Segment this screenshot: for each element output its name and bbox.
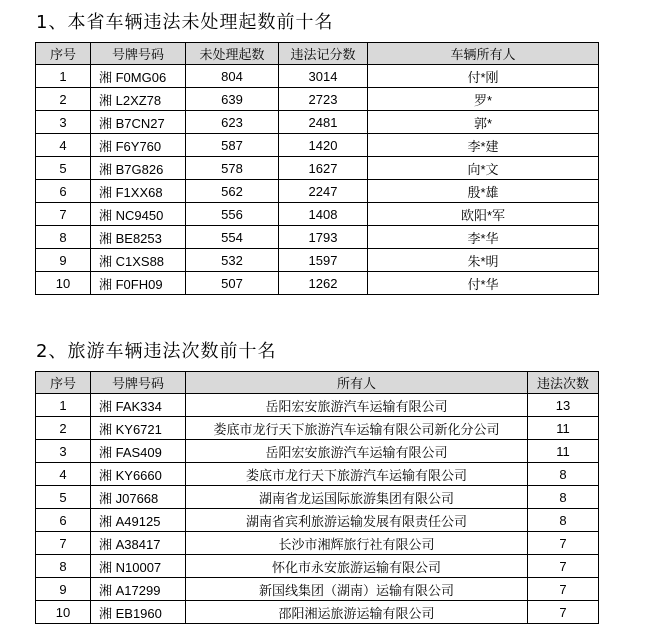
cell-points: 1627 xyxy=(279,157,368,180)
cell-owner: 李*建 xyxy=(368,134,599,157)
table-row xyxy=(36,486,599,509)
cell-owner: 岳阳宏安旅游汽车运输有限公司 xyxy=(186,394,528,417)
cell-unprocessed-count: 507 xyxy=(186,272,279,295)
cell-owner: 欧阳*军 xyxy=(368,203,599,226)
col-header-violation-count: 违法次数 xyxy=(528,372,599,394)
cell-plate: 湘 B7G826 xyxy=(91,157,186,180)
cell-owner: 朱*明 xyxy=(368,249,599,272)
col-header-index: 序号 xyxy=(36,372,91,394)
cell-index: 8 xyxy=(36,226,91,249)
table-row xyxy=(36,157,599,180)
cell-owner: 新国线集团（湖南）运输有限公司 xyxy=(186,578,528,601)
cell-owner: 李*华 xyxy=(368,226,599,249)
cell-owner: 湖南省龙运国际旅游集团有限公司 xyxy=(186,486,528,509)
cell-plate: 湘 F1XX68 xyxy=(91,180,186,203)
cell-index: 6 xyxy=(36,180,91,203)
cell-owner: 邵阳湘运旅游运输有限公司 xyxy=(186,601,528,624)
table-body xyxy=(36,65,599,295)
cell-points: 1420 xyxy=(279,134,368,157)
cell-violation-count: 11 xyxy=(528,417,599,440)
table-row xyxy=(36,111,599,134)
cell-plate: 湘 KY6721 xyxy=(91,417,186,440)
col-header-unprocessed-count: 未处理起数 xyxy=(186,43,279,65)
cell-index: 8 xyxy=(36,555,91,578)
cell-plate: 湘 B7CN27 xyxy=(91,111,186,134)
table-header-row xyxy=(36,372,599,394)
cell-plate: 湘 N10007 xyxy=(91,555,186,578)
table-row xyxy=(36,463,599,486)
cell-violation-count: 8 xyxy=(528,463,599,486)
cell-plate: 湘 A49125 xyxy=(91,509,186,532)
cell-plate: 湘 F0MG06 xyxy=(91,65,186,88)
cell-violation-count: 7 xyxy=(528,555,599,578)
cell-violation-count: 7 xyxy=(528,578,599,601)
cell-plate: 湘 FAS409 xyxy=(91,440,186,463)
cell-owner: 殷*雄 xyxy=(368,180,599,203)
table-row xyxy=(36,65,599,88)
cell-owner: 岳阳宏安旅游汽车运输有限公司 xyxy=(186,440,528,463)
table-row xyxy=(36,226,599,249)
cell-owner: 付*华 xyxy=(368,272,599,295)
cell-unprocessed-count: 804 xyxy=(186,65,279,88)
cell-plate: 湘 KY6660 xyxy=(91,463,186,486)
col-header-index: 序号 xyxy=(36,43,91,65)
cell-owner: 付*刚 xyxy=(368,65,599,88)
cell-plate: 湘 A17299 xyxy=(91,578,186,601)
cell-owner: 娄底市龙行天下旅游汽车运输有限公司 xyxy=(186,463,528,486)
table-row xyxy=(36,249,599,272)
cell-unprocessed-count: 587 xyxy=(186,134,279,157)
cell-violation-count: 7 xyxy=(528,532,599,555)
cell-owner: 长沙市湘辉旅行社有限公司 xyxy=(186,532,528,555)
cell-unprocessed-count: 639 xyxy=(186,88,279,111)
cell-plate: 湘 F0FH09 xyxy=(91,272,186,295)
col-header-owner: 车辆所有人 xyxy=(368,43,599,65)
table-row xyxy=(36,88,599,111)
cell-plate: 湘 EB1960 xyxy=(91,601,186,624)
table-row xyxy=(36,417,599,440)
table-row xyxy=(36,272,599,295)
cell-owner: 罗* xyxy=(368,88,599,111)
cell-index: 2 xyxy=(36,417,91,440)
cell-violation-count: 8 xyxy=(528,486,599,509)
cell-owner: 向*文 xyxy=(368,157,599,180)
col-header-owner: 所有人 xyxy=(186,372,528,394)
col-header-points: 违法记分数 xyxy=(279,43,368,65)
cell-index: 10 xyxy=(36,601,91,624)
cell-index: 5 xyxy=(36,486,91,509)
cell-index: 7 xyxy=(36,203,91,226)
cell-owner: 娄底市龙行天下旅游汽车运输有限公司新化分公司 xyxy=(186,417,528,440)
cell-owner: 郭* xyxy=(368,111,599,134)
cell-points: 2723 xyxy=(279,88,368,111)
col-header-plate: 号牌号码 xyxy=(91,43,186,65)
cell-index: 6 xyxy=(36,509,91,532)
cell-unprocessed-count: 554 xyxy=(186,226,279,249)
cell-index: 5 xyxy=(36,157,91,180)
cell-points: 1262 xyxy=(279,272,368,295)
table-row xyxy=(36,555,599,578)
table-row xyxy=(36,180,599,203)
cell-owner: 怀化市永安旅游运输有限公司 xyxy=(186,555,528,578)
cell-unprocessed-count: 578 xyxy=(186,157,279,180)
cell-points: 3014 xyxy=(279,65,368,88)
table-row xyxy=(36,532,599,555)
cell-violation-count: 13 xyxy=(528,394,599,417)
cell-violation-count: 8 xyxy=(528,509,599,532)
cell-index: 7 xyxy=(36,532,91,555)
cell-unprocessed-count: 623 xyxy=(186,111,279,134)
section2-title: 2、旅游车辆违法次数前十名 xyxy=(36,341,277,362)
cell-unprocessed-count: 532 xyxy=(186,249,279,272)
cell-index: 9 xyxy=(36,578,91,601)
cell-index: 4 xyxy=(36,463,91,486)
cell-plate: 湘 FAK334 xyxy=(91,394,186,417)
cell-index: 4 xyxy=(36,134,91,157)
cell-index: 3 xyxy=(36,111,91,134)
cell-violation-count: 11 xyxy=(528,440,599,463)
cell-unprocessed-count: 556 xyxy=(186,203,279,226)
tour-vehicle-violations-table xyxy=(35,371,599,624)
table-body xyxy=(36,394,599,624)
cell-plate: 湘 NC9450 xyxy=(91,203,186,226)
table-row xyxy=(36,601,599,624)
cell-points: 1793 xyxy=(279,226,368,249)
cell-unprocessed-count: 562 xyxy=(186,180,279,203)
cell-points: 1597 xyxy=(279,249,368,272)
cell-index: 3 xyxy=(36,440,91,463)
table-row xyxy=(36,509,599,532)
cell-owner: 湖南省宾利旅游运输发展有限责任公司 xyxy=(186,509,528,532)
cell-index: 1 xyxy=(36,394,91,417)
cell-violation-count: 7 xyxy=(528,601,599,624)
cell-plate: 湘 J07668 xyxy=(91,486,186,509)
cell-index: 10 xyxy=(36,272,91,295)
cell-points: 2481 xyxy=(279,111,368,134)
cell-index: 9 xyxy=(36,249,91,272)
cell-plate: 湘 BE8253 xyxy=(91,226,186,249)
table-row xyxy=(36,134,599,157)
table-row xyxy=(36,440,599,463)
unprocessed-violations-table xyxy=(35,42,599,295)
cell-index: 1 xyxy=(36,65,91,88)
cell-plate: 湘 L2XZ78 xyxy=(91,88,186,111)
table-row xyxy=(36,578,599,601)
col-header-plate: 号牌号码 xyxy=(91,372,186,394)
table-header-row xyxy=(36,43,599,65)
cell-points: 1408 xyxy=(279,203,368,226)
cell-plate: 湘 C1XS88 xyxy=(91,249,186,272)
cell-points: 2247 xyxy=(279,180,368,203)
cell-plate: 湘 F6Y760 xyxy=(91,134,186,157)
cell-plate: 湘 A38417 xyxy=(91,532,186,555)
section1-title: 1、本省车辆违法未处理起数前十名 xyxy=(36,12,334,33)
table-row xyxy=(36,394,599,417)
cell-index: 2 xyxy=(36,88,91,111)
table-row xyxy=(36,203,599,226)
